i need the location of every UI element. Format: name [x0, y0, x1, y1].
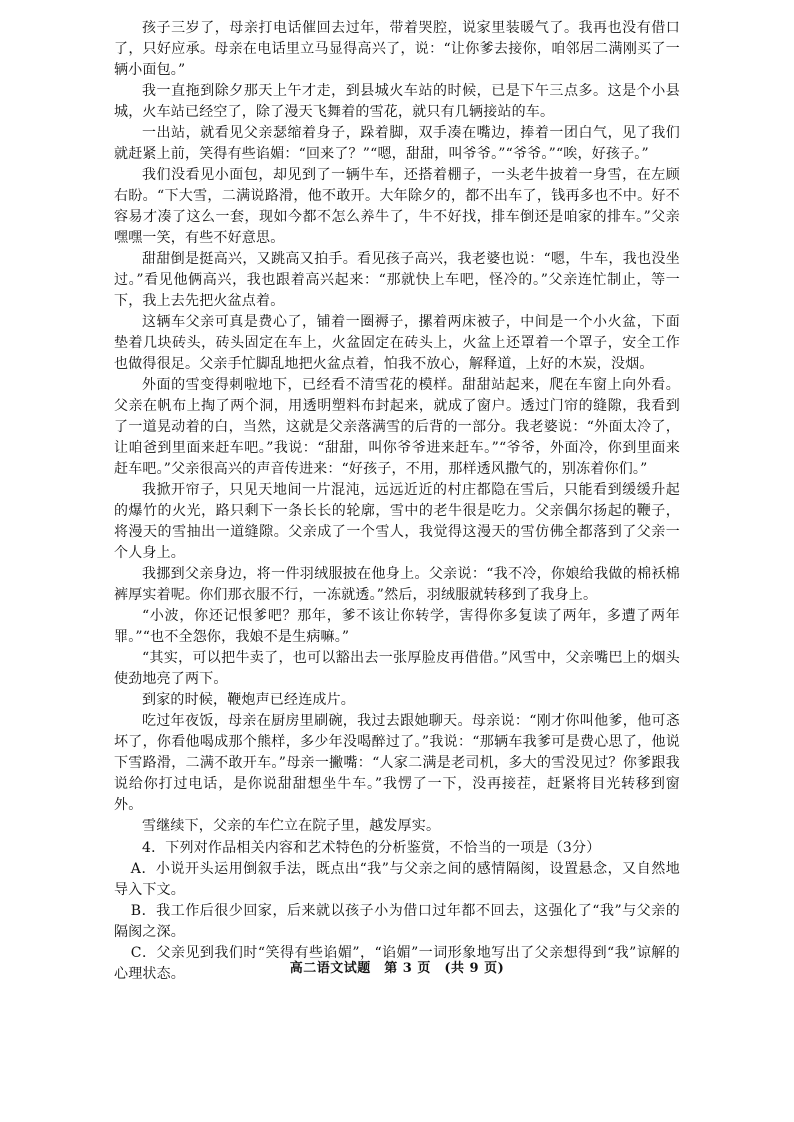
paragraph: 孩子三岁了，母亲打电话催回去过年，带着哭腔，说家里装暖气了。我再也没有借口了，只好应承。母亲在电话里立马显得高兴了，说：“让你爹去接你，咱邻居二满刚买了一辆小面包。” [114, 20, 680, 78]
option-b: B．我工作后很少回家，后来就以孩子小为借口过年都不回去，这强化了“我”与父亲的隔阂之深。 [114, 903, 680, 940]
paragraph: 甜甜倒是挺高兴，又跳高又拍手。看见孩子高兴，我老婆也说：“嗯，牛车，我也没坐过。”看见他俩高兴，我也跟着高兴起来：“那就快上车吧，怪冷的。”父亲连忙制止，等一下，我上去先把火盆点着。 [114, 251, 680, 309]
paragraph: 雪继续下，父亲的车伫立在院子里，越发厚实。 [142, 818, 441, 834]
paragraph: 到家的时候，鞭炮声已经连成片。 [142, 692, 355, 708]
paragraph: 这辆车父亲可真是费心了，铺着一圈褥子，摞着两床被子，中间是一个小火盆，下面垫着几块砖头，砖头固定在车上，火盆固定在砖头上，火盆上还罩着一个罩子，安全工作也做得很足。父亲手忙脚乱地把火盆点着，怕我不放心，解释道，上好的木炭，没烟。 [114, 314, 680, 372]
page-footer: 高二语文试题 第 3 页 (共 9 页) [289, 961, 505, 976]
paragraph: 吃过年夜饭，母亲在厨房里刷碗，我过去跟她聊天。母亲说：“刚才你叫他爹，他可忞坏了，你看他喝成那个熊样，多少年没喝醉过了。”我说：“那辆车我爹可是费心思了，他说下雪路滑，二满不敢开车。”母亲一撇嘴：“人家二满是老司机，多大的雪没见过？你爹跟我说给你打过电话，是你说甜甜想坐牛车。”我愣了一下，没再接茬，赶紧将目光转移到窗外。 [114, 713, 680, 813]
paragraph: “小波，你还记恨爹吧？那年，爹不该让你转学，害得你多复读了两年，多遭了两年罪。”“也不全怨你，我娘不是生病嘛。” [114, 608, 680, 645]
paragraph: 我挪到父亲身边，将一件羽绒服披在他身上。父亲说：“我不冷，你娘给我做的棉袄棉裤厚实着呢。你们那衣服不行，一冻就透。”然后，羽绒服就转移到了我身上。 [114, 566, 680, 603]
paragraph: 我掀开帘子，只见天地间一片混沌，远远近近的村庄都隐在雪后，只能看到缓缓升起的爆竹的火光，路只剩下一条长长的轮廓，雪中的老牛很是吃力。父亲偶尔扬起的鞭子，将漫天的雪抽出一道缝隙。父亲成了一个雪人，我觉得这漫天的雪仿佛全都落到了父亲一个人身上。 [114, 482, 680, 561]
option-c: C．父亲见到我们时“笑得有些谄媚”，“谄媚”一词形象地写出了父亲想得到“我”谅解的心理状态。 [114, 945, 680, 982]
paragraph: 外面的雪变得刺啦地下，已经看不清雪花的模样。甜甜站起来，爬在车窗上向外看。父亲在帆布上掏了两个洞，用透明塑料布封起来，就成了窗户。透过门帘的缝隙，我看到了一道晃动着的白，当然，这就是父亲落满雪的后背的一部分。我老婆说：“外面太冷了，让咱爸到里面来赶车吧。”我说：“甜甜，叫你爷爷进来赶车。”“爷爷，外面冷，你到里面来赶车吧。”父亲很高兴的声音传进来：“好孩子，不用，那样透风撒气的，别冻着你们。” [114, 377, 680, 477]
passage [114, 18, 680, 985]
question-stem: 4．下列对作品相关内容和艺术特色的分析鉴赏，不恰当的一项是（3分） [142, 840, 601, 856]
paragraph: 我一直拖到除夕那天上午才走，到县城火车站的时候，已是下午三点多。这是个小县城，火车站已经空了，除了漫天飞舞着的雪花，就只有几辆接站的车。 [114, 83, 680, 120]
paragraph: 我们没看见小面包，却见到了一辆牛车，还搭着棚子，一头老牛披着一身雪，在左顾右盼。“下大雪，二满说路滑，他不敢开。大年除夕的，都不出车了，钱再多也不中。好不容易才凑了这么一套，现如今都不怎么养牛了，牛不好找，排车倒还是咱家的排车。”父亲嘿嘿一笑，有些不好意思。 [114, 167, 680, 246]
paragraph: “其实，可以把牛卖了，也可以豁出去一张厚脸皮再借借。”风雪中，父亲嘴巴上的烟头使劲地亮了两下。 [114, 650, 680, 687]
paragraph: 一出站，就看见父亲瑟缩着身子，跺着脚，双手凑在嘴边，捧着一团白气，见了我们就赶紧上前，笑得有些谄媚：“回来了？”“嗯，甜甜，叫爷爷。”“爷爷。”“唉，好孩子。” [114, 125, 680, 162]
option-a: A．小说开头运用倒叙手法，既点出“我”与父亲之间的感情隔阂，设置悬念，又自然地导入下文。 [114, 861, 680, 898]
